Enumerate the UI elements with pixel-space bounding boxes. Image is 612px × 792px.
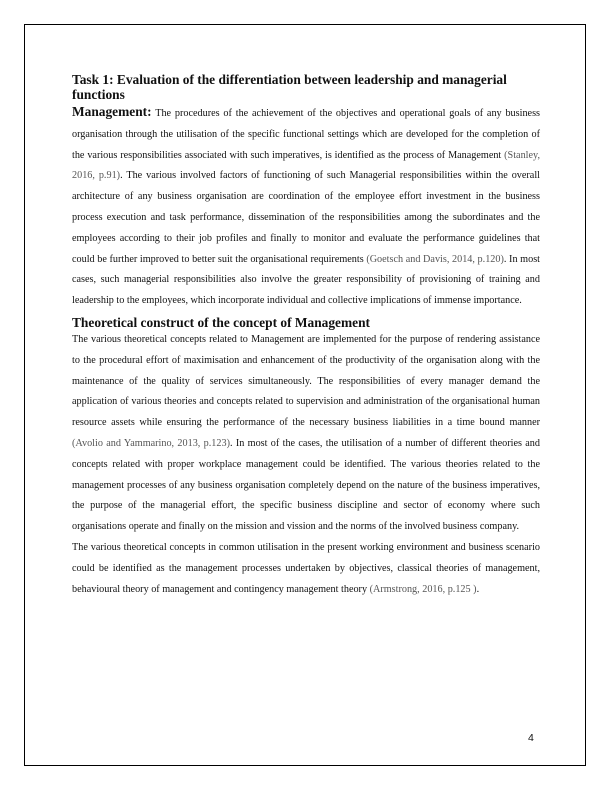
document-body [72,72,540,600]
page-number: 4 [528,732,534,744]
management-text-b: . The various involved factors of functioning of such Managerial responsibilities within the overall architecture of any business organisation are coordination of the employee effort investment in the business process execution and task performance, dissemination of the responsibilities among the subordinates and the employees according to their job profiles and finally to monitor and evaluate the performance guidelines that could be further improved to better suit the organisational requirements [72,170,540,265]
concepts-text-a: The various theoretical concepts in common utilisation in the present working environment and business scenario could be identified as the management processes undertaken by objectives, classical theories of management, behavioural theory of management and contingency management theory [72,541,540,595]
management-text-c: . In most cases, such managerial responsibilities also involve the greater responsibility of provisioning of training and leadership to the employees, which incorporate individual and collective implications of immense importance. [72,253,540,307]
concepts-paragraph [72,538,540,600]
citation-stanley: (Stanley, 2016, p.91) [72,149,540,182]
management-label: Management: [72,104,152,119]
page-title: Task 1: Evaluation of the differentiation between leadership and managerial functions [72,72,507,102]
theory-text-a: The various theoretical concepts related to Management are implemented for the purpose of rendering assistance to the procedural effort of maximisation and enhancement of the productivity of the organisation along with the maintenance of the quality of services simultaneously. The responsibilities of every manager demand the application of various theories and concepts related to supervision and administration of the organisational human resource assets while ensuring the performance of the necessary business liabilities in a time bound manner [72,333,540,429]
theory-paragraph [72,330,540,538]
theory-text-b: . In most of the cases, the utilisation of a number of different theories and concepts related with proper workplace management could be identified. The various theories related to the management processes of any business organisation completely depend on the nature of the business imperatives, the purpose of the managerial effort, the specific business discipline and sector of economy where such organisations operate and finally on the mission and vission and the norms of the involved business company. [72,437,540,533]
citation-goetsch: (Goetsch and Davis, 2014, p.120) [366,253,504,265]
management-text-a: The procedures of the achievement of the objectives and operational goals of any business organisation through the utilisation of the specific functional settings which are developed for the completion of the various responsibilities associated with such imperatives, is identified as the process of Management [72,108,540,161]
citation-avolio: (Avolio and Yammarino, 2013, p.123) [72,437,230,449]
citation-armstrong: (Armstrong, 2016, p.125 ) [369,583,477,595]
concepts-text-b: . [476,583,480,595]
section-subheading: Theoretical construct of the concept of Management [72,314,370,330]
management-paragraph [72,102,540,312]
